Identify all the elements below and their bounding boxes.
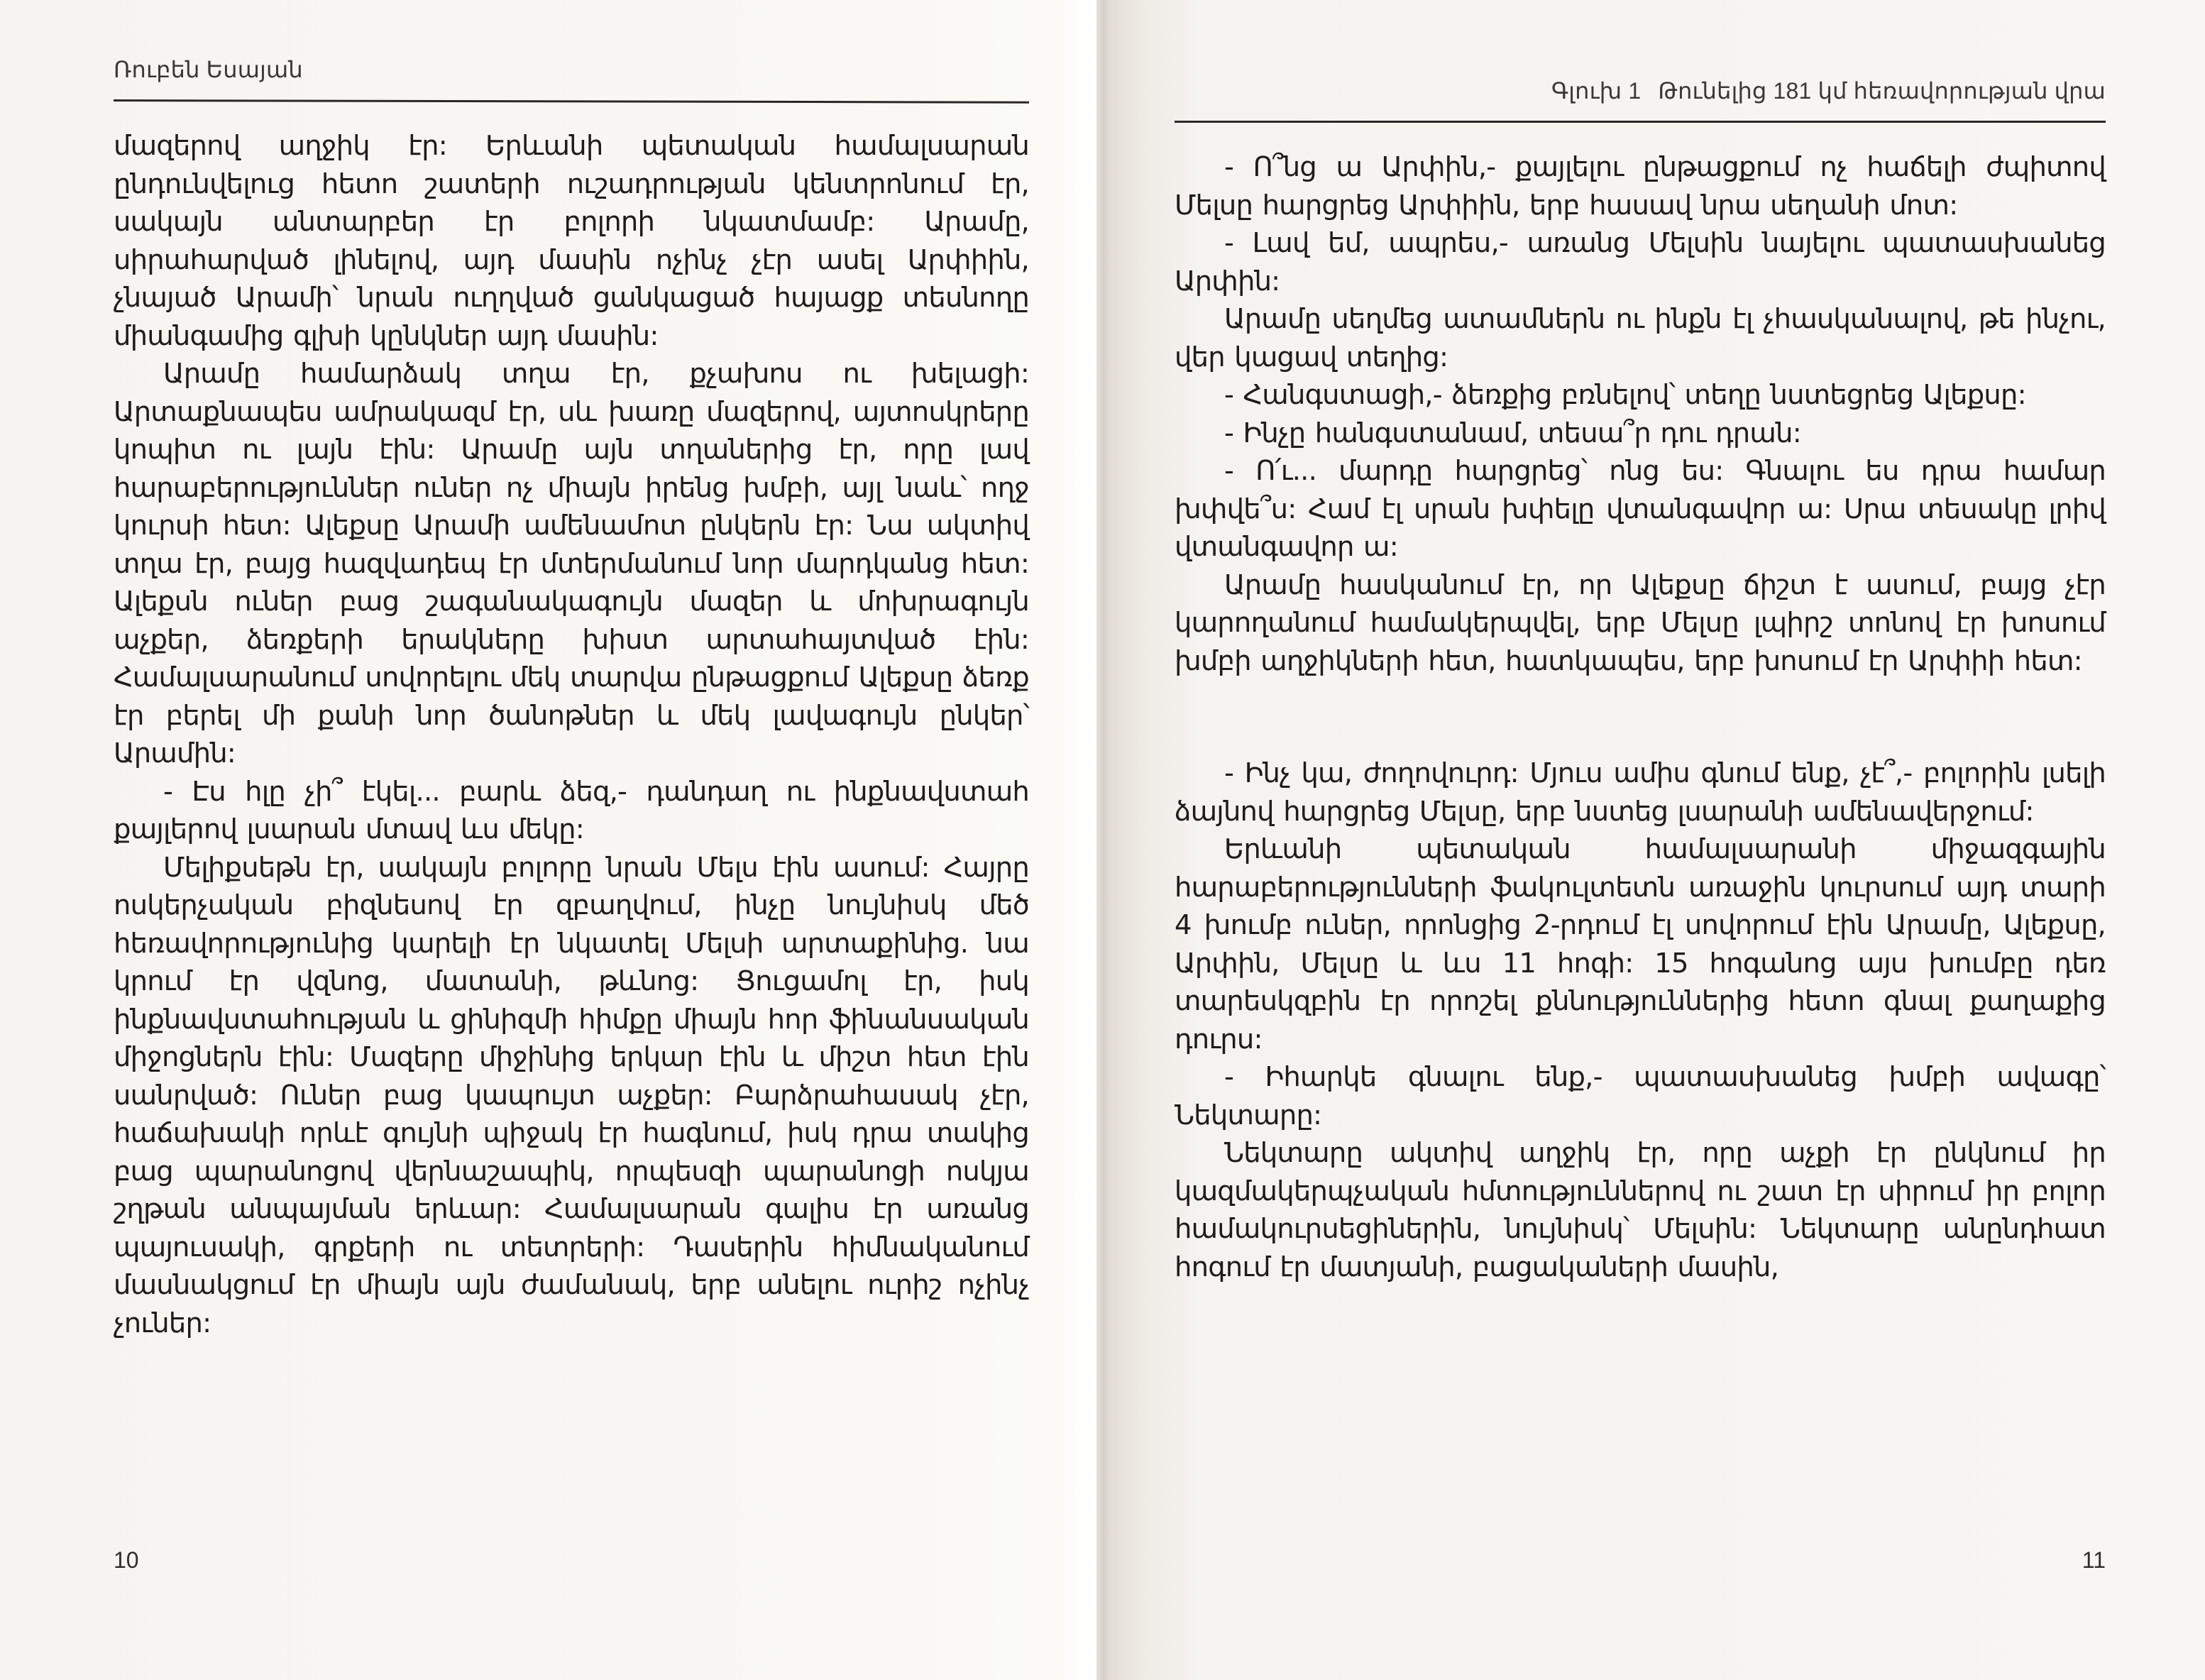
header-rule bbox=[1175, 121, 2106, 123]
paragraph: Արամը համարձակ տղա էր, քչախոս ու խելացի: Արտաքնապես ամրակազմ էր, սև խառը մազերով, այտոսկրերը կոպիտ ու լայն էին: Արամը այն տղաներից էր, որը լավ հարաբերություններ ուներ ոչ միայն իրենց խմբի, այլ նաև՝ ողջ կուրսի հետ: Ալեքսը Արամի ամենամոտ ընկերն էր: Նա ակտիվ տղա էր, բայց հազվադեպ էր մտերմանում նոր մարդկանց հետ: Ալեքսն ուներ բաց շագանակագույն մազեր և մոխրագույն աչքեր, ձեռքերի երակները խիստ արտահայտված էին: Համալսարանում սովորելու մեկ տարվա ընթացքում Ալեքսը ձեռք էր բերել մի քանի նոր ծանոթներ և մեկ լավագույն ընկեր՝ Արամին: bbox=[114, 358, 1029, 769]
running-head-author: Ռուբեն Եսայան bbox=[114, 57, 303, 82]
book-gutter bbox=[1096, 0, 1111, 1680]
running-head-chapter bbox=[1175, 71, 2106, 111]
paragraph: մազերով աղջիկ էր: Երևանի պետական համալսարան ընդունվելուց հետո շատերի ուշադրության կենտրոնում էր, սակայն անտարբեր էր բոլորի նկատմամբ: Արամը, սիրահարված լինելով, այդ մասին ոչինչ չէր ասել Արփիին, չնայած Արամի՝ նրան ուղղված ցանկացած հայացք տեսնողը միանգամից գլխի կընկներ այդ մասին: bbox=[114, 130, 1029, 352]
left-body-text bbox=[114, 127, 1029, 1342]
chapter-title: Թունելից 181 կմ հեռավորության վրա bbox=[1658, 78, 2106, 104]
paragraph: Նեկտարը ակտիվ աղջիկ էր, որը աչքի էր ընկնում իր կազմակերպչական հմտություններով ու շատ էր սիրում իր բոլոր համակուրսեցիներին, նույնիսկ՝ Մելսին: Նեկտարը անընդհատ հոգում էր մատյանի, բացակաների մասին, bbox=[1175, 1137, 2106, 1283]
page-number: 11 bbox=[2082, 1547, 2106, 1573]
chapter-label: Գլուխ 1 bbox=[1551, 78, 1642, 104]
paragraph: - Ինչ կա, ժողովուրդ: Մյուս ամիս գնում ենք, չէ՞,- բոլորին լսելի ձայնով հարցրեց Մելսը, երբ նստեց լսարանի ամենավերջում: bbox=[1175, 757, 2106, 828]
paragraph: - Ո՛ւ... մարդը հարցրեց՝ ոնց ես: Գնալու ես դրա համար խփվե՞ս: Համ էլ սրան խփելը վտանգավոր ա: Սրա տեսակը լրիվ վտանգավոր ա: bbox=[1175, 455, 2106, 563]
section-break bbox=[1175, 680, 2106, 754]
paragraph: - Լավ եմ, ապրես,- առանց Մելսին նայելու պատասխանեց Արփին: bbox=[1175, 227, 2106, 297]
paragraph: Մելիքսեթն էր, սակայն բոլորը նրան Մելս էին ասում: Հայրը ոսկերչական բիզնեսով էր զբաղվում, ինչը նույնիսկ մեծ հեռավորությունից կարելի էր նկատել Մելսի արտաքինից. նա կրում էր վզնոց, մատանի, թևնոց: Ցուցամոլ էր, իսկ ինքնավստահության և ցինիզմի հիմքը միայն հոր ֆինանսական միջոցներն էին: Մազերը միջինից երկար էին և միշտ հետ էին սանրված: Ուներ բաց կապույտ աչքեր: Բարձրահասակ չէր, հաճախակի որևէ գույնի պիջակ էր հագնում, իսկ դրա տակից բաց պարանոցով վերնաշապիկ, որպեսզի պարանոցի ոսկյա շղթան անպայման երևար: Համալսարան գալիս էր առանց պայուսակի, գրքերի ու տետրերի: Դասերին հիմնականում մասնակցում էր միայն այն ժամանակ, երբ անելու ուրիշ ոչինչ չուներ: bbox=[114, 851, 1029, 1339]
paragraph: - Էս հլը չի՞ էկել... բարև ձեզ,- դանդաղ ու ինքնավստահ քայլերով լսարան մտավ ևս մեկը: bbox=[114, 775, 1029, 845]
left-page bbox=[0, 0, 1096, 1680]
right-page bbox=[1111, 0, 2205, 1680]
right-body-text bbox=[1175, 148, 2106, 1286]
paragraph: Արամը հասկանում էր, որ Ալեքսը ճիշտ է ասում, բայց չէր կարողանում համակերպվել, երբ Մելսը լպիրշ տոնով էր խոսում խմբի աղջիկների հետ, հատկապես, երբ խոսում էր Արփիի հետ: bbox=[1175, 569, 2106, 677]
paragraph: Արամը սեղմեց ատամներն ու ինքն էլ չհասկանալով, թե ինչու, վեր կացավ տեղից: bbox=[1175, 303, 2106, 373]
paragraph: - Ո՞նց ա Արփին,- քայլելու ընթացքում ոչ հաճելի ժպիտով Մելսը հարցրեց Արփիին, երբ հասավ նրա սեղանի մոտ: bbox=[1175, 151, 2106, 221]
paragraph: - Ինչը հանգստանամ, տեսա՞ր դու դրան: bbox=[1224, 417, 1801, 449]
page-number: 10 bbox=[114, 1547, 139, 1573]
paragraph: - Իհարկե գնալու ենք,- պատասխանեց խմբի ավագը՝ Նեկտարը: bbox=[1175, 1061, 2106, 1131]
paragraph: - Հանգստացի,- ձեռքից բռնելով՝ տեղը նստեցրեց Ալեքսը: bbox=[1224, 379, 2026, 411]
paragraph: Երևանի պետական համալսարանի միջազգային հարաբերությունների ֆակուլտետն առաջին կուրսում այդ տարի 4 խումբ ուներ, որոնցից 2-րդում էլ սովորում էին Արամը, Ալեքսը, Արփին, Մելսը և ևս 11 հոգի: 15 հոգանոց այս խումբը դեռ տարեսկզբին էր որոշել քննություններից հետո գնալ քաղաքից դուրս: bbox=[1175, 833, 2106, 1055]
header-rule bbox=[114, 99, 1029, 104]
